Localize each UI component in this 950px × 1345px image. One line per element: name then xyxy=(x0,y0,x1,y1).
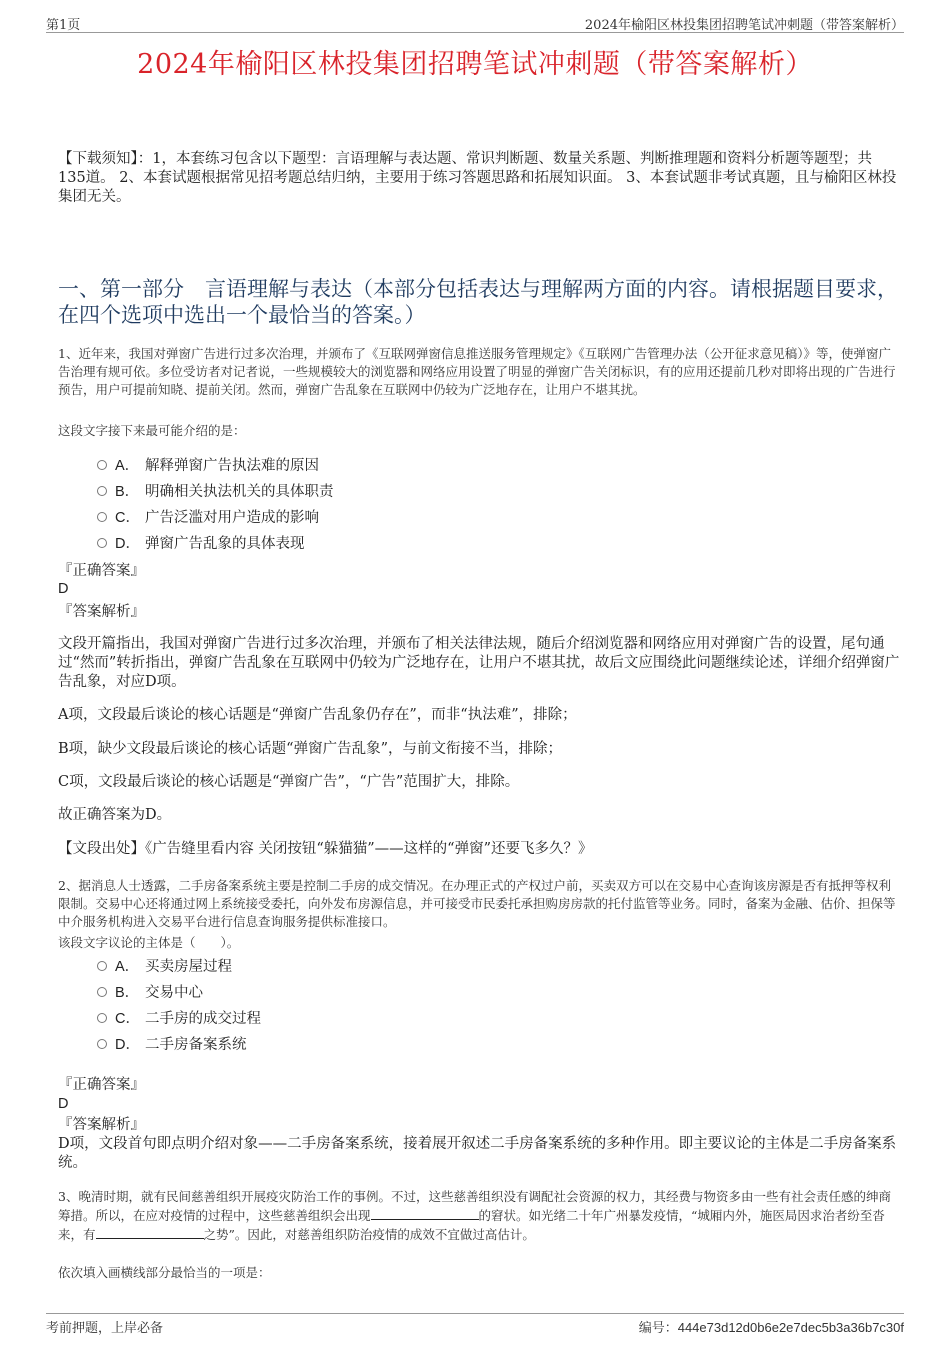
radio-icon[interactable] xyxy=(97,460,107,470)
page-footer xyxy=(46,1313,904,1334)
question-1-answer-label: 『正确答案』 xyxy=(58,563,145,579)
question-2-text: 2、据消息人士透露，二手房备案系统主要是控制二手房的成交情况。在办理正式的产权过户前，买卖双方可以在交易中心查询该房源是否有抵押等权利限制。交易中心还将通过网上系统接受委托，向外发布房源信息，并可接受市民委托承担购房房款的托付监管等业务。同时，备案为金融、估价、担保等中介服务机构进入交易平台进行信息查询服务提供标准接口。 xyxy=(58,878,896,929)
question-2-answer: D xyxy=(58,1096,69,1112)
fill-blank-2[interactable] xyxy=(96,1226,204,1239)
question-2-option-b[interactable]: B． 交易中心 xyxy=(97,982,203,1004)
footer-slogan: 考前押题，上岸必备 xyxy=(46,1321,164,1336)
question-2-analysis: D项，文段首句即点明介绍对象——二手房备案系统，接着展开叙述二手房备案系统的多种作用。即主要议论的主体是二手房备案系统。 xyxy=(58,1136,897,1171)
question-1-analysis-paragraph: 文段开篇指出，我国对弹窗广告进行过多次治理，并颁布了相关法律法规，随后介绍浏览器和网络应用对弹窗广告的设置，尾句通过“然而”转折指出，弹窗广告乱象在互联网中仍较为广泛地存在，让用户不堪其扰，故后文应围绕此问题继续论述，详细介绍弹窗广告乱象，对应D项。 xyxy=(58,636,900,690)
question-3-prompt: 依次填入画横线部分最恰当的一项是： xyxy=(58,1265,271,1280)
page-header xyxy=(46,10,904,33)
download-notice: 【下载须知】：1，本套练习包含以下题型：言语理解与表达题、常识判断题、数量关系题、判断推理题和资料分析题等题型；共135道。 2、本套试题根据常见招考题总结归纳，主要用于练习答题思路和拓展知识面。 3、本套试题非考试真题，且与榆阳区林投集团无关。 xyxy=(58,151,897,205)
radio-icon[interactable] xyxy=(97,512,107,522)
footer-id: 编号：444e73d12d0b6e2e7dec5b3a36b7c30f xyxy=(638,1320,904,1336)
radio-icon[interactable] xyxy=(97,961,107,971)
radio-icon[interactable] xyxy=(97,1013,107,1023)
radio-icon[interactable] xyxy=(97,486,107,496)
question-3-text: 3、晚清时期，就有民间慈善组织开展疫灾防治工作的事例。不过，这些慈善组织没有调配社会资源的权力，其经费与物资多由一些有社会责任感的绅商筹措。所以，在应对疫情的过程中，这些慈善组织会出现 的窘状。如光绪二十年广州暴发疫情，“城厢内外，施医局因求治者纷至沓来，有 之势”。因此，对慈善组织防治疫情的成效不宜做过高估计。 xyxy=(58,1189,891,1242)
question-1-prompt: 这段文字接下来最可能介绍的是： xyxy=(58,423,246,438)
question-2-option-c[interactable]: C． 二手房的成交过程 xyxy=(97,1008,261,1030)
question-1-option-c[interactable]: C． 广告泛滥对用户造成的影响 xyxy=(97,507,319,529)
question-1-source: 【文段出处】《广告缝里看内容 关闭按钮“躲猫猫”——这样的“弹窗”还要飞多久？》 xyxy=(58,841,593,857)
document-code: 444e73d12d0b6e2e7dec5b3a36b7c30f xyxy=(677,1320,904,1335)
question-2-answer-label: 『正确答案』 xyxy=(58,1077,145,1093)
question-1-analysis-b: B项，缺少文段最后谈论的核心话题“弹窗广告乱象”，与前文衔接不当，排除； xyxy=(58,741,562,757)
question-2-prompt: 该段文字议论的主体是（ ）。 xyxy=(58,935,240,950)
question-2-option-d[interactable]: D． 二手房备案系统 xyxy=(97,1034,247,1056)
page-number: 第1页 xyxy=(46,18,81,33)
question-1-conclusion: 故正确答案为D。 xyxy=(58,807,172,823)
question-1-analysis-c: C项，文段最后谈论的核心话题是“弹窗广告”，“广告”范围扩大，排除。 xyxy=(58,774,520,790)
question-1-option-b[interactable]: B． 明确相关执法机关的具体职责 xyxy=(97,481,334,503)
radio-icon[interactable] xyxy=(97,1039,107,1049)
question-2-analysis-label: 『答案解析』 xyxy=(58,1117,145,1133)
header-doc-title: 2024年榆阳区林投集团招聘笔试冲刺题（带答案解析） xyxy=(584,18,904,33)
question-1-answer: D xyxy=(58,581,69,597)
question-1-option-d[interactable]: D． 弹窗广告乱象的具体表现 xyxy=(97,533,305,555)
fill-blank-1[interactable] xyxy=(371,1207,479,1220)
section-heading: 一、第一部分 言语理解与表达（本部分包括表达与理解两方面的内容。请根据题目要求，在四个选项中选出一个最恰当的答案。） xyxy=(58,277,898,327)
question-1-analysis-label: 『答案解析』 xyxy=(58,604,145,620)
question-2-option-a[interactable]: A． 买卖房屋过程 xyxy=(97,956,232,978)
question-1-option-a[interactable]: A． 解释弹窗广告执法难的原因 xyxy=(97,455,319,477)
question-1-analysis-a: A项，文段最后谈论的核心话题是“弹窗广告乱象仍存在”，而非“执法难”，排除； xyxy=(58,707,577,723)
radio-icon[interactable] xyxy=(97,987,107,997)
radio-icon[interactable] xyxy=(97,538,107,548)
question-1-text: 1、近年来，我国对弹窗广告进行过多次治理，并颁布了《互联网弹窗信息推送服务管理规定》《互联网广告管理办法（公开征求意见稿）》等，使弹窗广告治理有规可依。多位受访者对记者说，一些规模较大的浏览器和网络应用设置了明显的弹窗广告关闭标识，有的应用还提前几秒对即将出现的广告进行预告，用户可提前知晓、提前关闭。然而，弹窗广告乱象在互联网中仍较为广泛地存在，让用户不堪其扰。 xyxy=(58,346,896,397)
document-title: 2024年榆阳区林投集团招聘笔试冲刺题（带答案解析） xyxy=(137,49,813,80)
